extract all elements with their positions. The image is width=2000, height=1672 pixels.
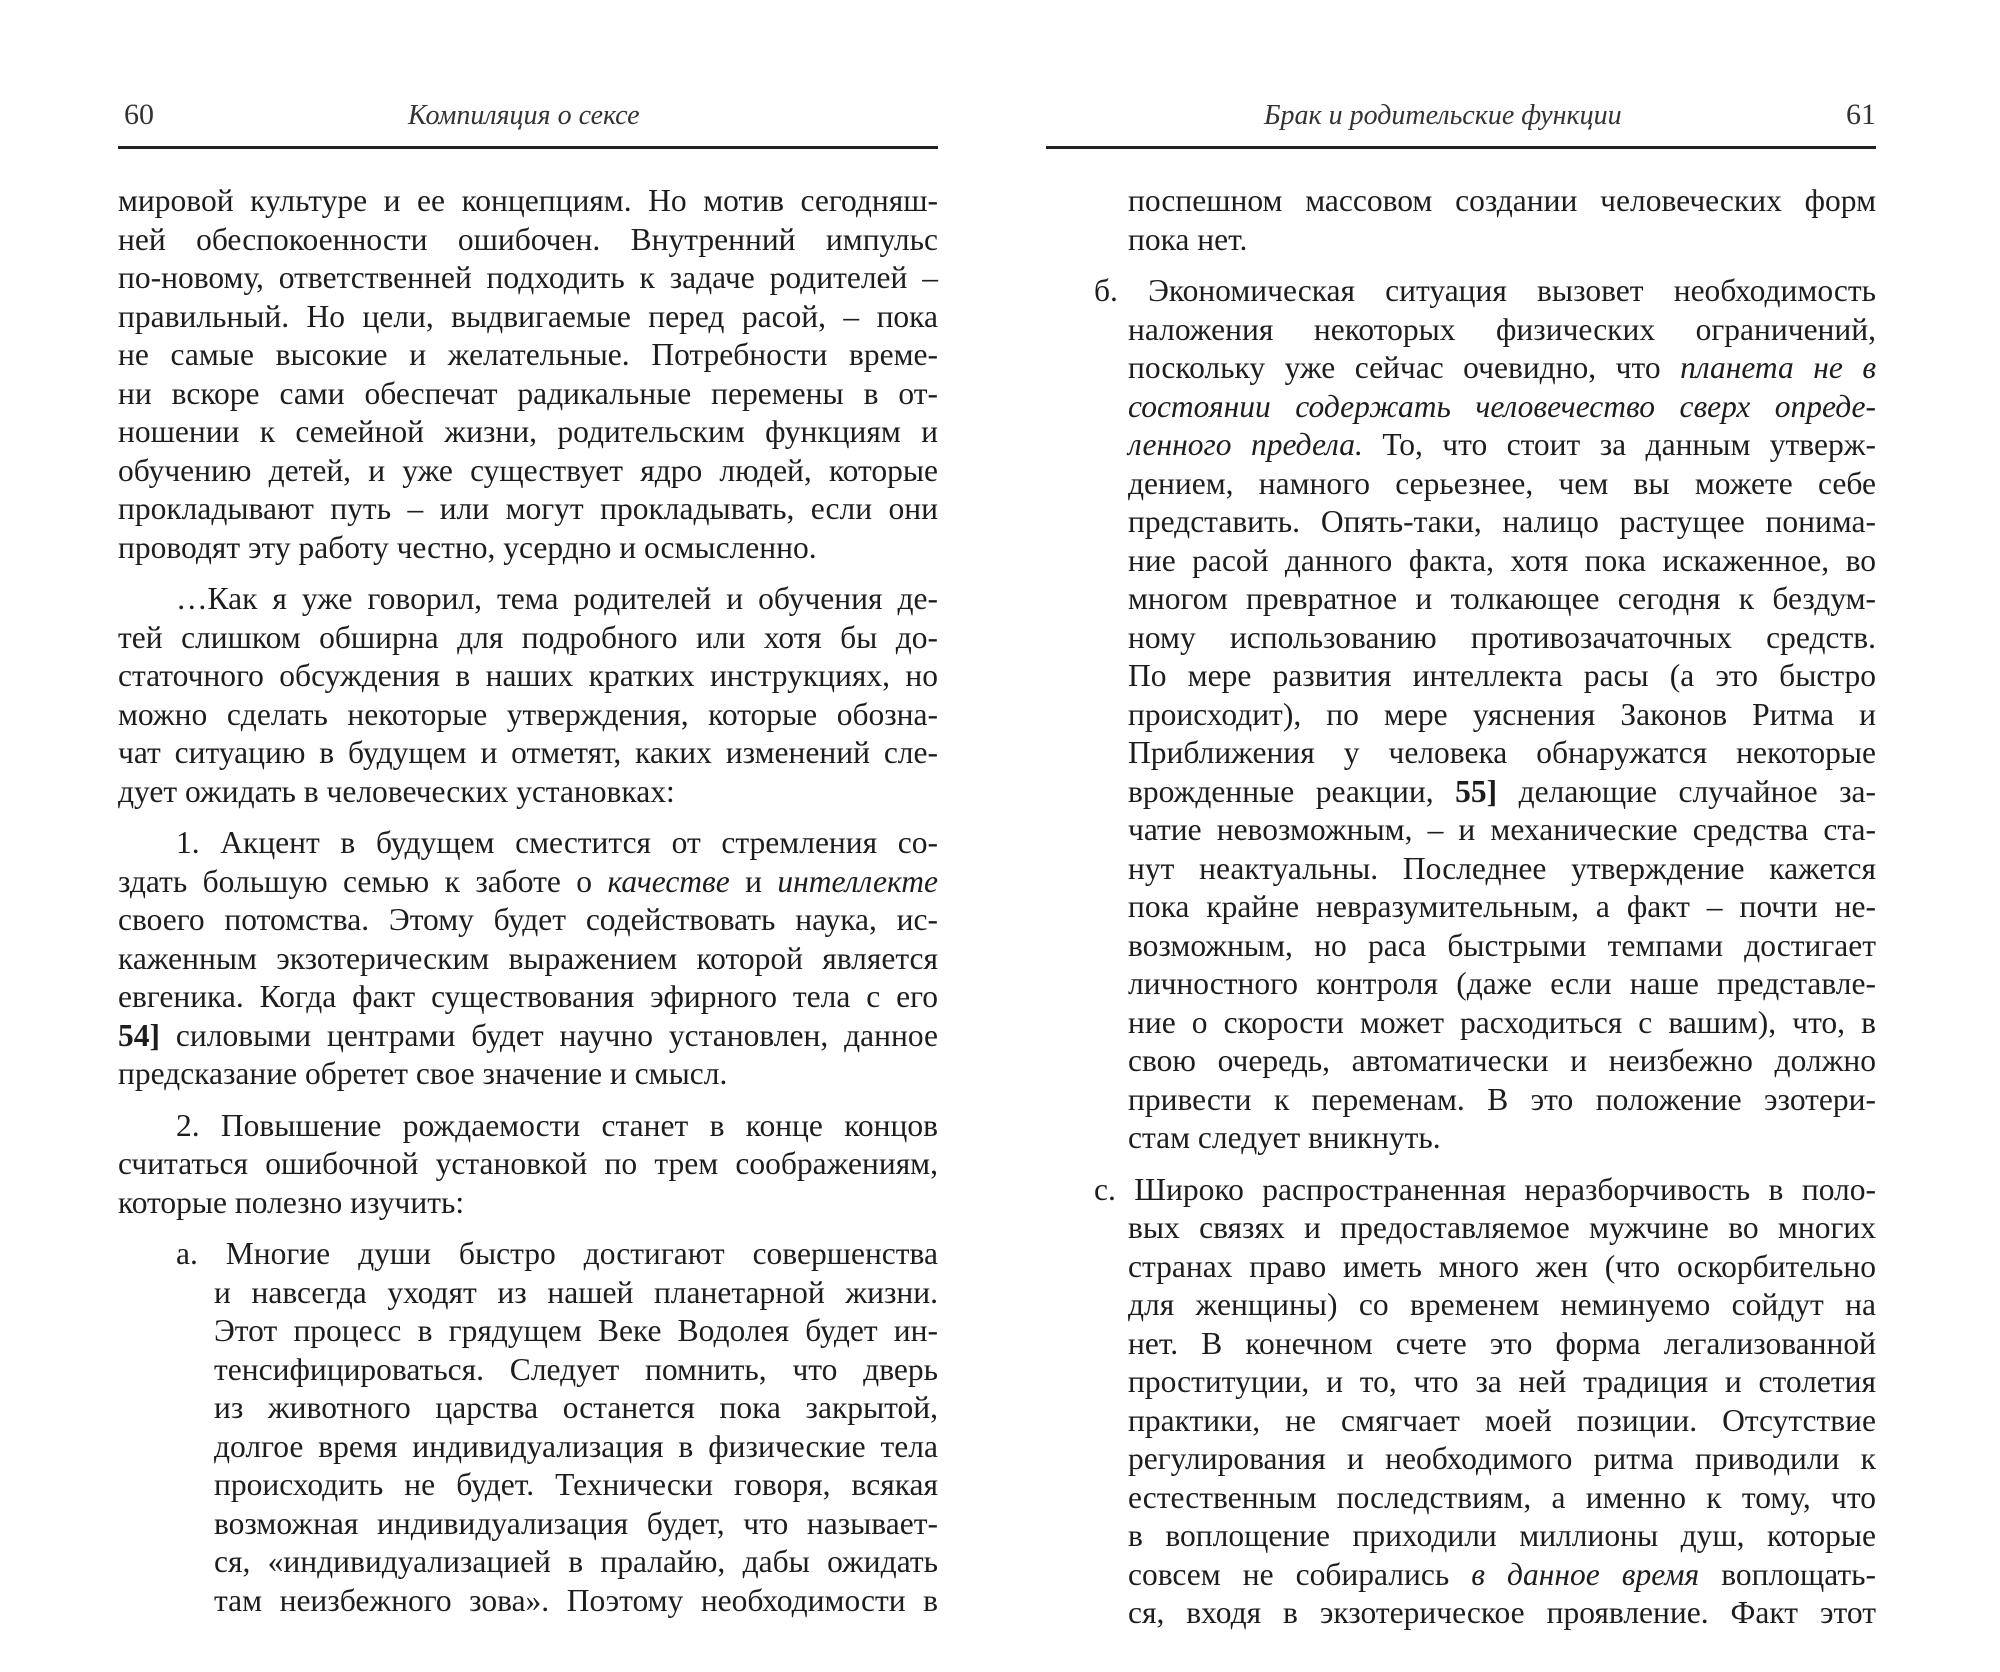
emphasis: ленного предела. bbox=[1128, 427, 1363, 462]
text-line: стам следует вникнуть. bbox=[1128, 1120, 1441, 1155]
text-line: можно сделать некоторые утверждения, которые обозна- bbox=[118, 696, 938, 732]
text-line: врожденные реакции, 55] делающие случайное за- bbox=[1128, 773, 1877, 809]
text-line: а. Многие души быстро достигают совершенства bbox=[176, 1236, 938, 1271]
page-marker: 54] bbox=[118, 1017, 160, 1053]
emphasis: интеллекте bbox=[777, 863, 938, 899]
text-line: …Как я уже говорил, тема родителей и обучения де- bbox=[176, 581, 938, 616]
text-line: ному использованию противозачаточных средств. bbox=[1128, 619, 1876, 655]
left-page-body bbox=[118, 182, 938, 1620]
text-line: нет. В конечном счете это форма легализованной bbox=[1128, 1325, 1876, 1361]
right-page-body bbox=[1046, 182, 1876, 1633]
text-line: представить. Опять-таки, налицо растущее понима- bbox=[1128, 504, 1876, 539]
right-page-header bbox=[1046, 98, 1876, 148]
text-line: ся, «индивидуализацией в пралайю, дабы ожидать bbox=[214, 1544, 938, 1579]
text-line: долгое время индивидуализация в физические тела bbox=[214, 1428, 938, 1464]
left-page-header bbox=[118, 98, 938, 148]
text-line: поспешном массовом создании человеческих форм bbox=[1128, 183, 1876, 218]
text-line: статочного обсуждения в наших кратких инструкциях, но bbox=[118, 658, 938, 693]
page-number: 60 bbox=[124, 98, 154, 131]
text-line: проституции, и то, что за ней традиция и столетия bbox=[1128, 1364, 1876, 1399]
text-line: пока крайне невразумительным, а факт – почти не- bbox=[1128, 889, 1876, 924]
text-line: мировой культуре и ее концепциям. Но мотив сегодняш- bbox=[118, 183, 938, 218]
text-line: Этот процесс в грядущем Веке Водолея будет ин- bbox=[214, 1313, 938, 1348]
text-line: и навсегда уходят из нашей планетарной жизни. bbox=[214, 1274, 938, 1310]
text-line: наложения некоторых физических ограничений, bbox=[1128, 311, 1876, 347]
text-line: свою очередь, автоматически и неизбежно должно bbox=[1128, 1043, 1876, 1078]
text-line: по-новому, ответственней подходить к задаче родителей – bbox=[118, 260, 938, 295]
text-line: 1. Акцент в будущем сместится от стремления со- bbox=[176, 825, 938, 860]
text-line: поскольку уже сейчас очевидно, что планета не в bbox=[1128, 350, 1876, 385]
text-line: предсказание обретет свое значение и смысл. bbox=[118, 1056, 728, 1091]
text-line: каженным экзотерическим выражением которой является bbox=[118, 940, 938, 976]
text-line: По мере развития интеллекта расы (а это быстро bbox=[1128, 658, 1876, 693]
text-line: б. Экономическая ситуация вызовет необходимость bbox=[1094, 273, 1876, 308]
header-rule bbox=[118, 146, 938, 149]
text-line: тенсифицироваться. Следует помнить, что дверь bbox=[214, 1351, 938, 1387]
text-line: происходит), по мере уяснения Законов Ритма и bbox=[1128, 696, 1876, 732]
text-line: совсем не собирались в данное время воплощать- bbox=[1128, 1556, 1877, 1592]
emphasis: планета не в bbox=[1680, 350, 1876, 385]
text-line: 54] силовыми центрами будет научно установлен, данное bbox=[118, 1017, 938, 1053]
running-title: Компиляция о сексе bbox=[408, 100, 640, 131]
text-line: ленного предела. То, что стоит за данным утверж- bbox=[1128, 427, 1876, 462]
text-line: в воплощение приходили миллионы душ, которые bbox=[1128, 1518, 1876, 1553]
text-line: многом превратное и толкающее сегодня к бездум- bbox=[1128, 581, 1876, 616]
running-title: Брак и родительские функции bbox=[1264, 100, 1622, 131]
text-line: дением, намного серьезнее, чем вы можете себе bbox=[1128, 465, 1876, 501]
text-line: ней обеспокоенности ошибочен. Внутренний импульс bbox=[118, 221, 938, 257]
text-line: там неизбежного зова». Поэтому необходимости в bbox=[214, 1582, 938, 1618]
text-line: для женщины) со временем неминуемо сойдут на bbox=[1128, 1287, 1876, 1322]
page-number: 61 bbox=[1846, 98, 1876, 131]
text-line: естественным последствиям, а именно к тому, что bbox=[1128, 1479, 1876, 1515]
emphasis: качестве bbox=[607, 863, 730, 899]
text-line: тей слишком обширна для подробного или хотя бы до- bbox=[118, 619, 938, 655]
text-line: возможным, но раса быстрыми темпами достигает bbox=[1128, 927, 1876, 963]
text-line: проводят эту работу честно, усердно и осмысленно. bbox=[118, 529, 817, 565]
text-line: считаться ошибочной установкой по трем соображениям, bbox=[118, 1146, 938, 1181]
text-line: обучению детей, и уже существует ядро людей, которые bbox=[118, 452, 938, 488]
page-marker: 55] bbox=[1455, 773, 1498, 809]
text-line: регулирования и необходимого ритма приводили к bbox=[1128, 1441, 1876, 1476]
text-line: пока нет. bbox=[1128, 221, 1248, 257]
text-line: привести к переменам. В это положение эзотери- bbox=[1128, 1081, 1876, 1117]
text-line: прокладывают путь – или могут прокладывать, если они bbox=[118, 491, 938, 526]
text-line: 2. Повышение рождаемости станет в конце концов bbox=[176, 1107, 938, 1143]
text-line: из животного царства останется пока закрытой, bbox=[214, 1390, 938, 1425]
header-rule bbox=[1046, 146, 1876, 149]
text-line: чатие невозможным, – и механические средства ста- bbox=[1128, 812, 1876, 847]
text-line: вых связях и предоставляемое мужчине во многих bbox=[1128, 1210, 1876, 1245]
text-line: с. Широко распространенная неразборчивость в поло- bbox=[1094, 1171, 1876, 1207]
text-line: дует ожидать в человеческих установках: bbox=[118, 773, 675, 809]
text-line: личностного контроля (даже если наше представле- bbox=[1128, 966, 1876, 1001]
text-line: своего потомства. Этому будет содействовать наука, ис- bbox=[118, 902, 938, 937]
text-line: возможная индивидуализация будет, что называет- bbox=[214, 1505, 938, 1541]
text-line: происходить не будет. Технически говоря, всякая bbox=[214, 1467, 938, 1502]
text-line: нут неактуальны. Последнее утверждение кажется bbox=[1128, 850, 1876, 886]
text-line: здать большую семью к заботе о качестве и интеллекте bbox=[118, 863, 938, 899]
text-line: которые полезно изучить: bbox=[118, 1184, 465, 1220]
text-line: странах право иметь много жен (что оскорбительно bbox=[1128, 1248, 1876, 1284]
text-line: ние о скорости может расходиться с вашим), что, в bbox=[1128, 1004, 1876, 1040]
text-line: практики, не смягчает моей позиции. Отсутствие bbox=[1128, 1402, 1876, 1438]
text-line: чат ситуацию в будущем и отметят, каких изменений сле- bbox=[118, 735, 938, 770]
text-line: состоянии содержать человечество сверх опреде- bbox=[1128, 388, 1876, 424]
text-line: Приближения у человека обнаружатся некоторые bbox=[1128, 735, 1876, 770]
text-line: ни вскоре сами обеспечат радикальные перемены в от- bbox=[118, 375, 938, 411]
text-line: ся, входя в экзотерическое проявление. Факт этот bbox=[1128, 1595, 1876, 1630]
text-line: ношении к семейной жизни, родительским функциям и bbox=[118, 414, 938, 449]
text-line: правильный. Но цели, выдвигаемые перед расой, – пока bbox=[118, 298, 938, 334]
text-line: евгеника. Когда факт существования эфирного тела с его bbox=[118, 979, 938, 1014]
text-line: ние расой данного факта, хотя пока искаженное, во bbox=[1128, 542, 1876, 578]
emphasis: в данное время bbox=[1471, 1556, 1700, 1592]
text-line: не самые высокие и желательные. Потребности време- bbox=[118, 337, 938, 372]
